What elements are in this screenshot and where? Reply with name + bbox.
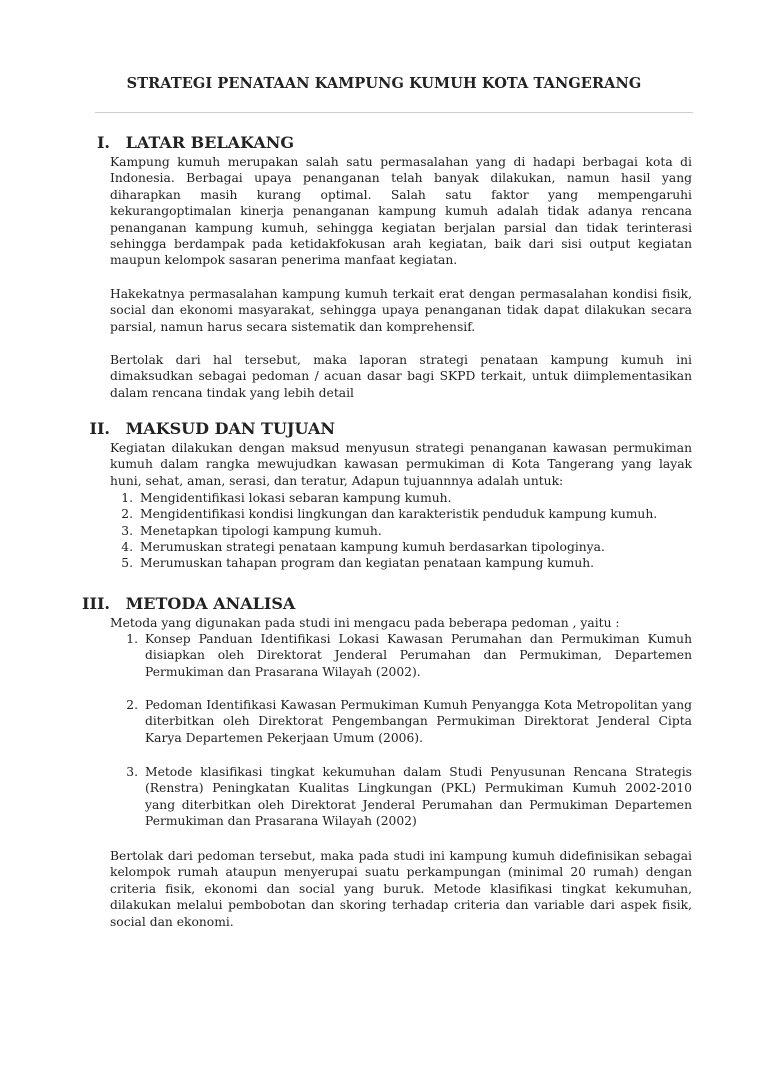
section-number: II. [89,419,110,438]
paragraph: Metoda yang digunakan pada studi ini mengacu pada beberapa pedoman , yaitu : [110,616,620,630]
list-number: 4. [121,539,133,554]
section-number: III. [81,594,110,613]
list-item [110,539,692,555]
list-text: Merumuskan strategi penataan kampung kumuh berdasarkan tipologinya. [140,539,605,554]
list-item [110,490,692,506]
reference-number: 2. [126,698,138,712]
reference-text: Konsep Panduan Identifikasi Lokasi Kawasan Perumahan dan Permukiman Kumuh disiapkan oleh Direktorat Jenderal Perumahan dan Permukiman, Departemen Permukiman dan Prasarana Wilayah (2002). [145,632,692,679]
reference-item [110,631,692,680]
list-item [110,506,692,522]
section-heading-maksud-dan-tujuan [60,419,700,439]
list-text: Mengidentifikasi lokasi sebaran kampung kumuh. [140,491,452,505]
list-item [110,555,692,571]
reference-item [110,764,692,830]
section-title: METODA ANALISA [125,594,296,613]
reference-text: Pedoman Identifikasi Kawasan Permukiman Kumuh Penyangga Kota Metropolitan yang diterbitkan oleh Direktorat Pengembangan Permukiman Direktorat Jenderal Cipta Karya Departemen Pekerjaan Umum (2006). [145,698,692,745]
paragraph: Hakekatnya permasalahan kampung kumuh terkait erat dengan permasalahan kondisi fisik, social dan ekonomi masyarakat, sehingga upaya penanganan tidak dapat dilakukan secara parsial, namun harus secara sistematik dan komprehensif. [110,287,692,334]
section-heading-latar-belakang [60,133,700,153]
list-text: Merumuskan tahapan program dan kegiatan penataan kampung kumuh. [140,556,595,571]
paragraph: Bertolak dari pedoman tersebut, maka pada studi ini kampung kumuh didefinisikan sebagai kelompok rumah ataupun menyerupai suatu perkampungan (minimal 20 rumah) dengan criteria fisik, ekonomi dan social yang buruk. Metode klasifikasi tingkat kekumuhan, dilakukan melalui pembobotan dan skoring terhadap criteria dan variable dari aspek fisik, social dan ekonomi. [110,849,692,929]
reference-item [110,697,692,746]
section-heading-metoda-analisa [60,594,700,614]
section-number: I. [96,133,110,152]
reference-number: 1. [126,632,138,646]
list-text: Mengidentifikasi kondisi lingkungan dan karakteristik penduduk kampung kumuh. [140,507,658,522]
title-divider [95,112,693,113]
paragraph: Kegiatan dilakukan dengan maksud menyusun strategi penanganan kawasan permukiman kumuh dalam rangka mewujudkan kawasan permukiman di Kota Tangerang yang layak huni, sehat, aman, serasi, dan teratur, Adapun tujuannnya adalah untuk: [110,441,692,488]
reference-number: 3. [126,765,138,779]
document-title: STRATEGI PENATAAN KAMPUNG KUMUH KOTA TANGERANG [126,75,642,92]
list-text: Menetapkan tipologi kampung kumuh. [140,523,382,538]
list-number: 5. [121,556,133,571]
reference-text: Metode klasifikasi tingkat kekumuhan dalam Studi Penyusunan Rencana Strategis (Renstra) Peningkatan Kualitas Lingkungan (PKL) Permukiman Kumuh 2002-2010 yang diterbitkan oleh Direktorat Jenderal Perumahan dan Permukiman Departemen Permukiman dan Prasarana Wilayah (2002) [145,765,692,829]
paragraph: Bertolak dari hal tersebut, maka laporan strategi penataan kampung kumuh ini dimaksudkan sebagai pedoman / acuan dasar bagi SKPD terkait, untuk diimplementasikan dalam rencana tindak yang lebih detail [110,353,692,400]
list-number: 1. [121,491,133,505]
list-number: 3. [121,523,133,538]
list-item [110,523,692,539]
list-number: 2. [121,507,133,522]
paragraph: Kampung kumuh merupakan salah satu permasalahan yang di hadapi berbagai kota di Indonesia. Berbagai upaya penanganan telah banyak dilakukan, namun hasil yang diharapkan masih kurang optimal. Salah satu faktor yang mempengaruhi kekurangoptimalan kinerja penanganan kampung kumuh adalah tidak adanya rencana penanganan kampung kumuh, sehingga kegiatan berjalan parsial dan tidak terinterasi sehingga berdampak pada ketidakfokusan arah kegiatan, baik dari sisi output kegiatan maupun kelompok sasaran penerima manfaat kegiatan. [110,155,692,268]
section-title: MAKSUD DAN TUJUAN [125,419,335,438]
section-title: LATAR BELAKANG [125,133,295,152]
objectives-list [110,490,692,571]
